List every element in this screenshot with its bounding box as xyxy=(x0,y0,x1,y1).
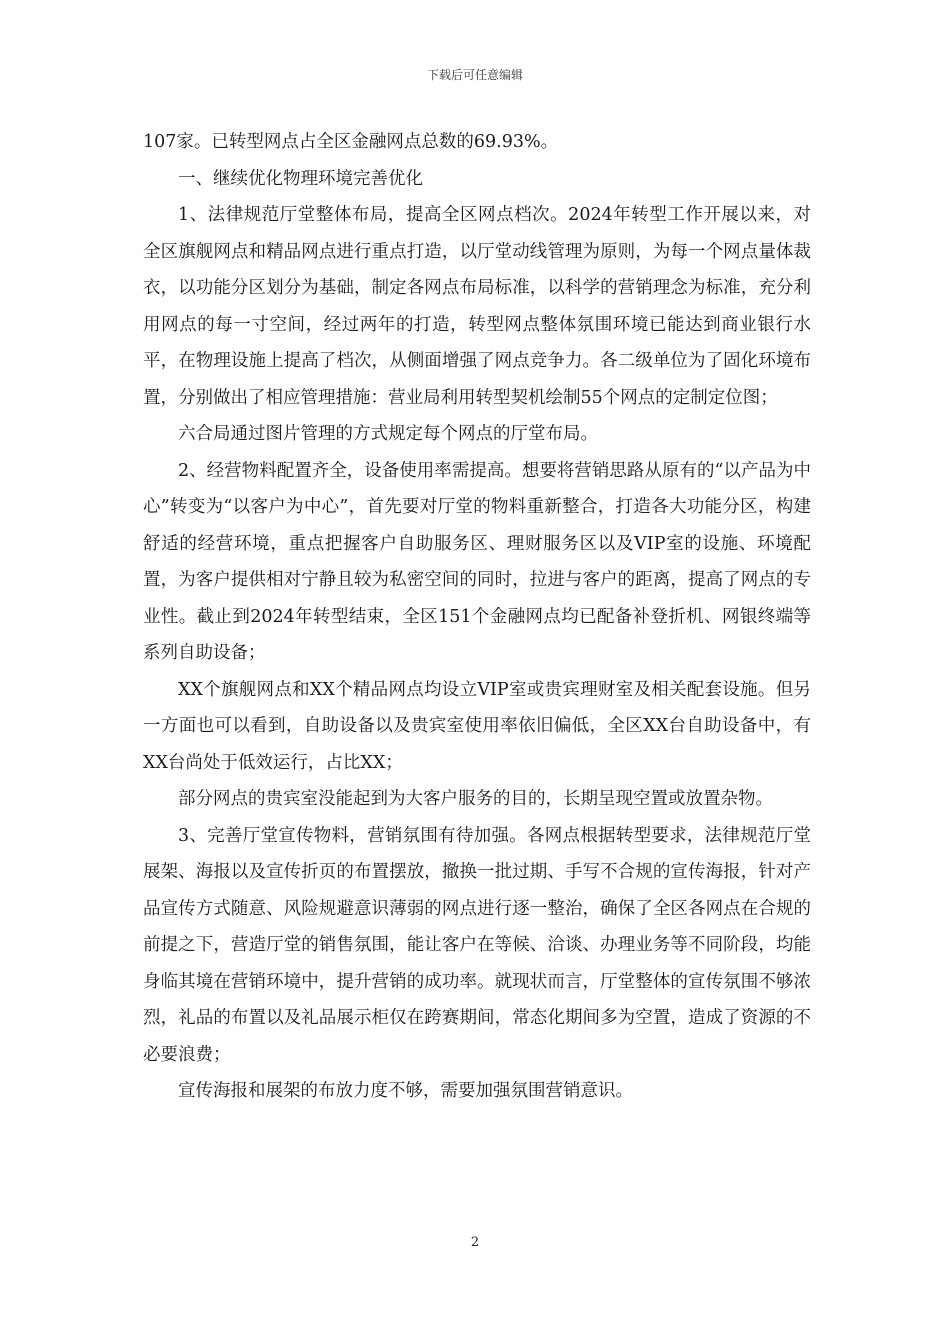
paragraph: 宣传海报和展架的布放力度不够，需要加强氛围营销意识。 xyxy=(178,1081,633,1101)
paragraph: 2、经营物料配置齐全，设备使用率需提高。想要将营销思路从原有的“以产品为中心”转变为“以客户为中心”，首先要对厅堂的物料重新整合，打造各大功能分区，构建舒适的经营环境，重点把握客户自助服务区、理财服务区以及VIP室的设施、环境配置，为客户提供相对宁静且较为私密空间的同时，拉进与客户的距离，提高了网点的专业性。截止到2024年转型结束，全区151个金融网点均已配备补登折机、网银终端等系列自助设备； xyxy=(143,460,811,663)
paragraph: 部分网点的贵宾室没能起到为大客户服务的目的，长期呈现空置或放置杂物。 xyxy=(178,789,773,809)
page-number: 2 xyxy=(470,1235,480,1250)
paragraph: 1、法律规范厅堂整体布局，提高全区网点档次。2024年转型工作开展以来，对全区旗舰网点和精品网点进行重点打造，以厅堂动线管理为原则，为每一个网点量体裁衣，以功能分区划分为基础，制定各网点布局标准，以科学的营销理念为标准，充分利用网点的每一寸空间，经过两年的打造，转型网点整体氛围环境已能达到商业银行水平，在物理设施上提高了档次，从侧面增强了网点竞争力。各二级单位为了固化环境布置，分别做出了相应管理措施：营业局利用转型契机绘制55个网点的定制定位图； xyxy=(143,205,811,408)
page-header: 下载后可任意编辑 xyxy=(426,68,523,82)
paragraph: 107家。已转型网点占全区金融网点总数的69.93%。 xyxy=(143,132,559,152)
paragraph: XX个旗舰网点和XX个精品网点均设立VIP室或贵宾理财室及相关配套设施。但另一方面也可以看到，自助设备以及贵宾室使用率依旧偏低，全区XX台自助设备中，有XX台尚处于低效运行，占比XX； xyxy=(143,679,811,773)
document-body xyxy=(143,124,811,1110)
paragraph: 六合局通过图片管理的方式规定每个网点的厅堂布局。 xyxy=(178,424,598,444)
paragraph: 3、完善厅堂宣传物料，营销氛围有待加强。各网点根据转型要求，法律规范厅堂展架、海报以及宣传折页的布置摆放，撤换一批过期、手写不合规的宣传海报，针对产品宣传方式随意、风险规避意识薄弱的网点进行逐一整治，确保了全区各网点在合规的前提之下，营造厅堂的销售氛围，能让客户在等候、洽谈、办理业务等不同阶段，均能身临其境在营销环境中，提升营销的成功率。就现状而言，厅堂整体的宣传氛围不够浓烈，礼品的布置以及礼品展示柜仅在跨赛期间，常态化期间多为空置，造成了资源的不必要浪费； xyxy=(143,825,811,1065)
paragraph: 一、继续优化物理环境完善优化 xyxy=(178,168,423,189)
